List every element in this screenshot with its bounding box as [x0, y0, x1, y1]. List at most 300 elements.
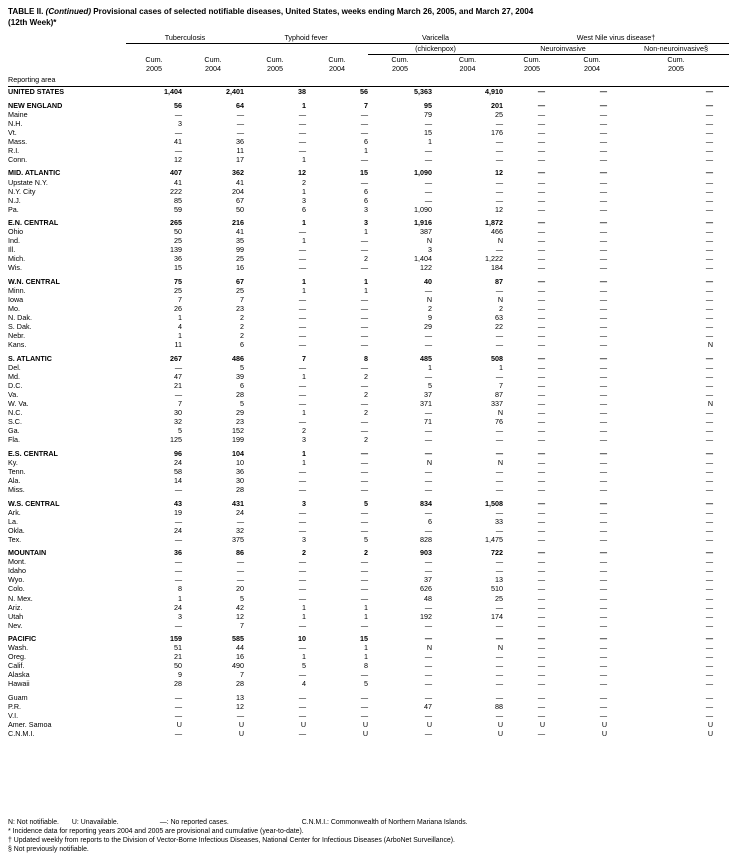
row-value-cell: — — [537, 127, 546, 137]
row-value-cell: — — [705, 634, 714, 644]
row-value-cell: U — [362, 729, 369, 739]
row-area-label: La. — [8, 516, 18, 526]
row-value-cell: — — [360, 507, 369, 517]
row-value-cell: 1,222 — [485, 254, 504, 264]
row-value-cell: — — [298, 729, 307, 739]
row-value-cell: 6 — [364, 136, 369, 146]
row-value-cell: 99 — [236, 245, 245, 255]
row-value-cell: 1 — [302, 448, 307, 458]
row-area-label: N.J. — [8, 195, 21, 205]
row-value-cell: — — [360, 525, 369, 535]
row-value-cell: 36 — [174, 548, 182, 558]
row-value-cell: 1 — [302, 457, 307, 467]
row-value-cell: — — [537, 702, 546, 712]
row-value-cell: — — [599, 371, 608, 381]
row-value-cell: — — [599, 634, 608, 644]
row-value-cell: — — [537, 435, 546, 445]
table-row — [8, 205, 729, 214]
table-row — [8, 643, 729, 652]
row-value-cell: 1 — [499, 362, 504, 372]
header-sub-row — [8, 43, 729, 54]
row-value-cell: — — [705, 426, 714, 436]
row-value-cell: 4,910 — [485, 87, 504, 97]
row-value-cell: — — [537, 507, 546, 517]
row-value-cell: 267 — [170, 353, 182, 363]
row-value-cell: — — [495, 475, 504, 485]
row-value-cell: 1 — [302, 286, 307, 296]
row-value-cell: 1 — [364, 611, 369, 621]
row-value-cell: 626 — [420, 584, 433, 594]
row-value-cell: — — [360, 177, 369, 187]
row-value-cell: — — [705, 575, 714, 585]
row-value-cell: — — [705, 263, 714, 273]
row-value-cell: 36 — [236, 136, 245, 146]
row-value-cell: — — [599, 692, 608, 702]
row-value-cell: 8 — [178, 584, 182, 594]
row-value-cell: — — [424, 475, 433, 485]
table-row — [8, 390, 729, 399]
row-area-label: P.R. — [8, 702, 22, 712]
row-value-cell: 38 — [298, 87, 307, 97]
table-row — [8, 178, 729, 187]
footnotes-block — [8, 818, 729, 854]
row-value-cell: — — [424, 371, 433, 381]
row-value-cell: 25 — [236, 286, 245, 296]
header-group-typhoid-fever: Typhoid fever — [244, 33, 368, 44]
row-value-cell: 28 — [236, 390, 245, 400]
row-area-label: Hawaii — [8, 679, 30, 689]
row-value-cell: — — [705, 380, 714, 390]
row-value-cell: 7 — [364, 100, 369, 110]
legend-unavailable: U: Unavailable. — [71, 819, 119, 826]
row-value-cell: — — [599, 516, 608, 526]
row-value-cell: 5 — [178, 426, 182, 436]
header-cum-wnv-neuro-2004: Cum. 2004 — [583, 54, 601, 73]
row-value-cell: — — [424, 466, 433, 476]
table-label: TABLE II. — [8, 7, 44, 16]
row-value-cell: 21 — [174, 652, 182, 662]
row-value-cell: — — [537, 620, 546, 630]
table-row — [8, 277, 729, 286]
row-value-cell: 12 — [236, 611, 245, 621]
row-value-cell: 41 — [236, 227, 245, 237]
row-value-cell: — — [424, 408, 433, 418]
header-sub-blank-tb — [126, 43, 244, 54]
row-value-cell: — — [424, 331, 433, 341]
row-value-cell: — — [537, 584, 546, 594]
row-value-cell: 2 — [240, 313, 245, 323]
row-value-cell: — — [298, 702, 307, 712]
row-area-label: Fla. — [8, 435, 20, 445]
row-value-cell: — — [360, 584, 369, 594]
row-value-cell: — — [424, 652, 433, 662]
row-area-label: S.C. — [8, 417, 22, 427]
table-row — [8, 594, 729, 603]
header-rule-5 — [368, 75, 432, 87]
row-value-cell: — — [599, 485, 608, 494]
row-value-cell: — — [298, 593, 307, 603]
row-value-cell: 36 — [174, 254, 182, 264]
row-value-cell: — — [360, 127, 369, 137]
row-value-cell: — — [495, 371, 504, 381]
row-value-cell: — — [495, 177, 504, 187]
row-value-cell: — — [537, 227, 546, 237]
row-value-cell: — — [495, 634, 504, 644]
row-value-cell: 510 — [491, 584, 504, 594]
row-value-cell: 7 — [240, 295, 245, 305]
table-title-line2: (12th Week)* — [8, 17, 57, 27]
row-value-cell: 486 — [232, 353, 245, 363]
row-value-cell: 222 — [170, 186, 182, 196]
legend-no-reported-cases: —: No reported cases. — [159, 819, 229, 826]
row-value-cell: — — [537, 566, 546, 576]
row-value-cell: — — [298, 136, 307, 146]
table-row — [8, 408, 729, 417]
table-row — [8, 634, 729, 643]
row-value-cell: — — [599, 507, 608, 517]
row-value-cell: — — [360, 466, 369, 476]
table-row — [8, 155, 729, 164]
row-value-cell: N — [497, 457, 504, 467]
row-value-cell: N — [707, 399, 714, 409]
row-value-cell: — — [298, 584, 307, 594]
row-value-cell: — — [705, 557, 714, 567]
table-row — [8, 119, 729, 128]
header-cum-row — [8, 54, 729, 75]
row-value-cell: — — [424, 692, 433, 702]
row-area-label: S. Dak. — [8, 322, 32, 332]
row-value-cell: — — [537, 466, 546, 476]
row-value-cell: — — [174, 145, 182, 155]
table-row — [8, 331, 729, 340]
row-value-cell: — — [599, 620, 608, 630]
row-value-cell: — — [298, 466, 307, 476]
row-value-cell: — — [495, 557, 504, 567]
row-value-cell: — — [537, 331, 546, 341]
table-row — [8, 137, 729, 146]
row-value-cell: — — [705, 670, 714, 680]
row-value-cell: — — [424, 186, 433, 196]
row-value-cell: — — [360, 362, 369, 372]
row-value-cell: — — [537, 548, 546, 558]
row-value-cell: — — [705, 118, 714, 128]
row-value-cell: U — [238, 720, 245, 730]
row-value-cell: 3 — [302, 534, 307, 544]
row-value-cell: — — [298, 390, 307, 400]
row-area-label: Ill. — [8, 245, 16, 255]
row-value-cell: — — [424, 340, 433, 350]
row-value-cell: — — [495, 195, 504, 205]
row-area-label: PACIFIC — [8, 634, 37, 644]
table-row — [8, 652, 729, 661]
row-value-cell: 431 — [232, 498, 245, 508]
row-value-cell: 1 — [178, 313, 182, 323]
row-area-label: Ark. — [8, 507, 21, 517]
header-group-tuberculosis: Tuberculosis — [126, 33, 244, 44]
row-value-cell: — — [360, 313, 369, 323]
row-value-cell: — — [537, 304, 546, 314]
row-value-cell: — — [599, 557, 608, 567]
row-area-label: N.Y. City — [8, 186, 36, 196]
row-value-cell: — — [599, 548, 608, 558]
row-value-cell: — — [705, 254, 714, 264]
row-value-cell: 8 — [364, 661, 369, 671]
row-value-cell: 2 — [364, 371, 369, 381]
row-value-cell: 64 — [236, 100, 245, 110]
row-value-cell: 37 — [424, 575, 433, 585]
row-value-cell: 1 — [302, 236, 307, 246]
row-value-cell: — — [599, 448, 608, 458]
row-value-cell: 1 — [302, 218, 307, 228]
row-value-cell: — — [174, 390, 182, 400]
row-value-cell: 1 — [302, 602, 307, 612]
row-value-cell: — — [298, 557, 307, 567]
row-value-cell: 56 — [174, 100, 182, 110]
row-value-cell: — — [495, 661, 504, 671]
row-value-cell: 13 — [495, 575, 504, 585]
row-value-cell: 3 — [364, 204, 369, 214]
row-value-cell: — — [705, 711, 714, 721]
row-value-cell: — — [174, 566, 182, 576]
row-value-cell: — — [360, 322, 369, 332]
row-value-cell: 2 — [499, 304, 504, 314]
header-group-varicella: Varicella — [368, 33, 503, 44]
row-value-cell: — — [537, 390, 546, 400]
row-value-cell: — — [537, 118, 546, 128]
row-value-cell: — — [537, 679, 546, 689]
header-blank-3 — [8, 54, 126, 75]
row-value-cell: 76 — [495, 417, 504, 427]
row-value-cell: 903 — [420, 548, 433, 558]
table-continued-label: (Continued) — [45, 7, 92, 16]
row-value-cell: 387 — [420, 227, 433, 237]
row-value-cell: 23 — [236, 417, 245, 427]
row-value-cell: 24 — [174, 602, 182, 612]
row-value-cell: — — [537, 380, 546, 390]
row-value-cell: — — [705, 286, 714, 296]
row-area-label: N.H. — [8, 118, 23, 128]
row-value-cell: — — [236, 557, 245, 567]
row-value-cell: — — [360, 109, 369, 119]
row-value-cell: U — [426, 720, 433, 730]
row-area-label: N.C. — [8, 408, 23, 418]
row-value-cell: — — [705, 435, 714, 445]
row-value-cell: — — [360, 457, 369, 467]
table-row — [8, 584, 729, 593]
row-value-cell: 201 — [491, 100, 504, 110]
row-area-label: Tex. — [8, 534, 22, 544]
row-value-cell: 30 — [236, 475, 245, 485]
row-value-cell: 1 — [364, 643, 369, 653]
row-value-cell: — — [599, 661, 608, 671]
row-value-cell: — — [705, 475, 714, 485]
row-value-cell: 41 — [174, 136, 182, 146]
table-row — [8, 526, 729, 535]
table-row — [8, 101, 729, 110]
row-area-label: Utah — [8, 611, 24, 621]
table-row — [8, 548, 729, 557]
row-value-cell: — — [599, 426, 608, 436]
row-value-cell: 1,090 — [414, 168, 433, 178]
legend-not-notifiable: N: Not notifiable. — [8, 819, 59, 826]
row-value-cell: 12 — [298, 168, 307, 178]
row-value-cell: 2 — [302, 548, 307, 558]
row-area-label: Ind. — [8, 236, 20, 246]
row-value-cell: — — [705, 661, 714, 671]
row-value-cell: — — [424, 195, 433, 205]
row-value-cell: 1,404 — [164, 87, 182, 97]
row-area-label: C.N.M.I. — [8, 729, 35, 739]
row-value-cell: — — [424, 602, 433, 612]
row-value-cell: 3 — [428, 245, 433, 255]
row-value-cell: 122 — [420, 263, 433, 273]
footnote-legend-row — [8, 818, 729, 827]
row-value-cell: 2 — [364, 435, 369, 445]
row-value-cell: N — [426, 236, 433, 246]
row-value-cell: — — [537, 263, 546, 273]
row-value-cell: U — [497, 720, 504, 730]
row-value-cell: 71 — [424, 417, 433, 427]
row-value-cell: — — [705, 534, 714, 544]
row-area-label: Tenn. — [8, 466, 26, 476]
row-value-cell: — — [495, 466, 504, 476]
row-value-cell: — — [298, 692, 307, 702]
header-cum-varicella-2005: Cum. 2005 — [391, 54, 409, 73]
row-value-cell: — — [537, 692, 546, 702]
row-value-cell: — — [537, 408, 546, 418]
row-value-cell: N — [497, 408, 504, 418]
row-value-cell: 56 — [360, 87, 369, 97]
row-value-cell: — — [599, 380, 608, 390]
table-row — [8, 670, 729, 679]
row-value-cell: 337 — [491, 399, 504, 409]
row-area-label: UNITED STATES — [8, 87, 65, 97]
row-value-cell: 216 — [232, 218, 245, 228]
row-value-cell: 79 — [424, 109, 433, 119]
row-value-cell: — — [174, 516, 182, 526]
row-value-cell: — — [236, 566, 245, 576]
table-row — [8, 354, 729, 363]
row-value-cell: — — [537, 670, 546, 680]
row-value-cell: — — [360, 711, 369, 721]
row-value-cell: — — [360, 692, 369, 702]
row-value-cell: — — [537, 168, 546, 178]
row-value-cell: — — [705, 331, 714, 341]
row-value-cell: 15 — [360, 634, 369, 644]
row-value-cell: — — [360, 154, 369, 164]
row-value-cell: — — [360, 485, 369, 494]
row-value-cell: 3 — [302, 498, 307, 508]
row-area-label: Miss. — [8, 485, 25, 494]
row-value-cell: N — [426, 643, 433, 653]
row-value-cell: — — [705, 87, 714, 97]
row-value-cell: 29 — [424, 322, 433, 332]
row-value-cell: — — [705, 236, 714, 246]
row-value-cell: — — [705, 679, 714, 689]
row-value-cell: — — [537, 186, 546, 196]
row-value-cell: — — [424, 154, 433, 164]
row-value-cell: N — [497, 643, 504, 653]
row-area-label: Alaska — [8, 670, 30, 680]
row-value-cell: — — [537, 711, 546, 721]
row-value-cell: 47 — [424, 702, 433, 712]
row-value-cell: U — [539, 720, 546, 730]
row-value-cell: — — [537, 634, 546, 644]
row-value-cell: 15 — [424, 127, 433, 137]
row-area-label: W. Va. — [8, 399, 29, 409]
header-rule-9 — [623, 75, 729, 87]
table-title — [0, 0, 737, 29]
row-value-cell: 87 — [495, 390, 504, 400]
row-value-cell: — — [599, 87, 608, 97]
row-value-cell: — — [424, 620, 433, 630]
row-value-cell: — — [599, 408, 608, 418]
row-value-cell: — — [705, 584, 714, 594]
row-value-cell: — — [298, 263, 307, 273]
row-value-cell: — — [537, 177, 546, 187]
row-value-cell: — — [298, 670, 307, 680]
row-value-cell: 7 — [240, 670, 245, 680]
row-value-cell: 4 — [302, 679, 307, 689]
row-value-cell: — — [537, 729, 546, 739]
row-value-cell: 24 — [174, 457, 182, 467]
row-value-cell: — — [599, 643, 608, 653]
table-row — [8, 435, 729, 444]
row-value-cell: — — [705, 548, 714, 558]
footnote-1: * Incidence data for reporting years 2004 and 2005 are provisional and cumulative (year-to-date). — [8, 828, 304, 836]
row-value-cell: — — [174, 557, 182, 567]
row-value-cell: 2 — [428, 304, 433, 314]
header-rule-8 — [561, 75, 623, 87]
row-value-cell: 39 — [236, 371, 245, 381]
table-row — [8, 458, 729, 467]
header-blank-1 — [8, 33, 126, 44]
row-value-cell: 3 — [178, 118, 182, 128]
row-value-cell: — — [298, 417, 307, 427]
row-value-cell: — — [298, 331, 307, 341]
row-area-label: N. Mex. — [8, 593, 33, 603]
row-value-cell: 104 — [232, 448, 245, 458]
row-value-cell: 21 — [174, 380, 182, 390]
header-cum-wnv-nonneuro-2005: Cum. 2005 — [667, 54, 685, 73]
row-value-cell: — — [705, 186, 714, 196]
row-value-cell: 8 — [364, 353, 369, 363]
row-value-cell: — — [705, 371, 714, 381]
row-value-cell: — — [705, 304, 714, 314]
row-value-cell: — — [537, 602, 546, 612]
row-value-cell: 184 — [491, 263, 504, 273]
row-value-cell: 85 — [174, 195, 182, 205]
row-area-label: Colo. — [8, 584, 25, 594]
row-area-label: Nebr. — [8, 331, 26, 341]
row-value-cell: 24 — [174, 525, 182, 535]
row-value-cell: 19 — [174, 507, 182, 517]
row-area-label: N. Dak. — [8, 313, 32, 323]
row-value-cell: 24 — [236, 507, 245, 517]
row-value-cell: — — [705, 145, 714, 155]
row-value-cell: — — [537, 87, 546, 97]
row-area-label: Va. — [8, 390, 19, 400]
table-row — [8, 187, 729, 196]
row-value-cell: — — [599, 145, 608, 155]
row-value-cell: 5 — [364, 498, 369, 508]
row-value-cell: — — [599, 457, 608, 467]
row-value-cell: — — [705, 448, 714, 458]
row-value-cell: U — [300, 720, 307, 730]
row-area-label: Wis. — [8, 263, 22, 273]
row-value-cell: — — [298, 254, 307, 264]
row-value-cell: N — [426, 295, 433, 305]
